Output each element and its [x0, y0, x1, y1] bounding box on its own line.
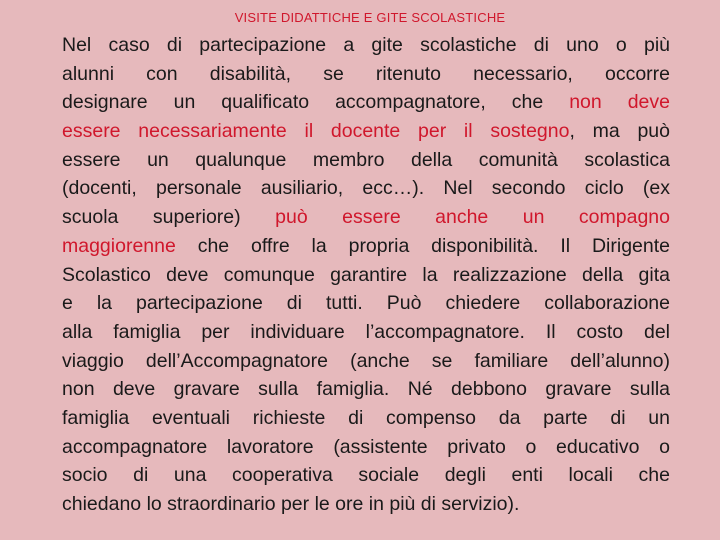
highlighted-text: può essere anche un compagno — [275, 206, 670, 229]
text-segment: famiglia eventuali richieste di compenso da parte di un — [62, 406, 670, 429]
text-segment: alla famiglia per individuare l’accompagnatore. Il costo del — [62, 320, 670, 343]
text-segment: e la partecipazione di tutti. Può chiedere collaborazione — [62, 292, 670, 315]
body-line — [62, 60, 670, 89]
body-line — [62, 461, 670, 490]
body-line — [62, 289, 670, 318]
body-line — [62, 146, 670, 175]
highlighted-text: maggiorenne — [62, 234, 176, 257]
body-line — [62, 232, 670, 261]
text-segment: Scolastico deve comunque garantire la realizzazione della gita — [62, 263, 670, 286]
highlighted-text: essere necessariamente il docente per il sostegno — [62, 120, 570, 143]
body-line — [62, 88, 670, 117]
highlighted-text: non deve — [569, 91, 670, 114]
text-segment: non deve gravare sulla famiglia. Né debbono gravare sulla — [62, 378, 670, 401]
text-segment: viaggio dell’Accompagnatore (anche se familiare dell’alunno) — [62, 349, 670, 372]
text-segment: (docenti, personale ausiliario, ecc…). Nel secondo ciclo (ex — [62, 177, 670, 200]
body-line — [62, 318, 670, 347]
text-segment: essere un qualunque membro della comunità scolastica — [62, 148, 670, 171]
text-segment: accompagnatore lavoratore (assistente privato o educativo o — [62, 435, 670, 458]
text-segment: che offre la propria disponibilità. Il Dirigente — [175, 234, 670, 257]
text-segment: socio di una cooperativa sociale degli enti locali che — [62, 464, 670, 487]
text-segment: scuola superiore) — [62, 206, 276, 229]
body-line — [62, 433, 670, 462]
body-text — [62, 31, 670, 519]
body-line — [62, 31, 670, 60]
text-segment: designare un qualificato accompagnatore, che — [62, 91, 570, 114]
slide-title: VISITE DIDATTICHE E GITE SCOLASTICHE — [234, 10, 506, 25]
text-segment: Nel caso di partecipazione a gite scolastiche di uno o più — [62, 34, 670, 56]
body-line — [62, 261, 670, 290]
text-segment: alunni con disabilità, se ritenuto necessario, occorre — [62, 62, 670, 85]
body-line — [62, 203, 670, 232]
text-segment: chiedano lo straordinario per le ore in più di servizio). — [62, 493, 520, 515]
body-line — [62, 404, 670, 433]
body-line — [62, 347, 670, 376]
text-segment: , ma può — [569, 120, 670, 143]
body-line — [62, 490, 670, 519]
body-line — [62, 117, 670, 146]
body-line — [62, 174, 670, 203]
body-line — [62, 375, 670, 404]
